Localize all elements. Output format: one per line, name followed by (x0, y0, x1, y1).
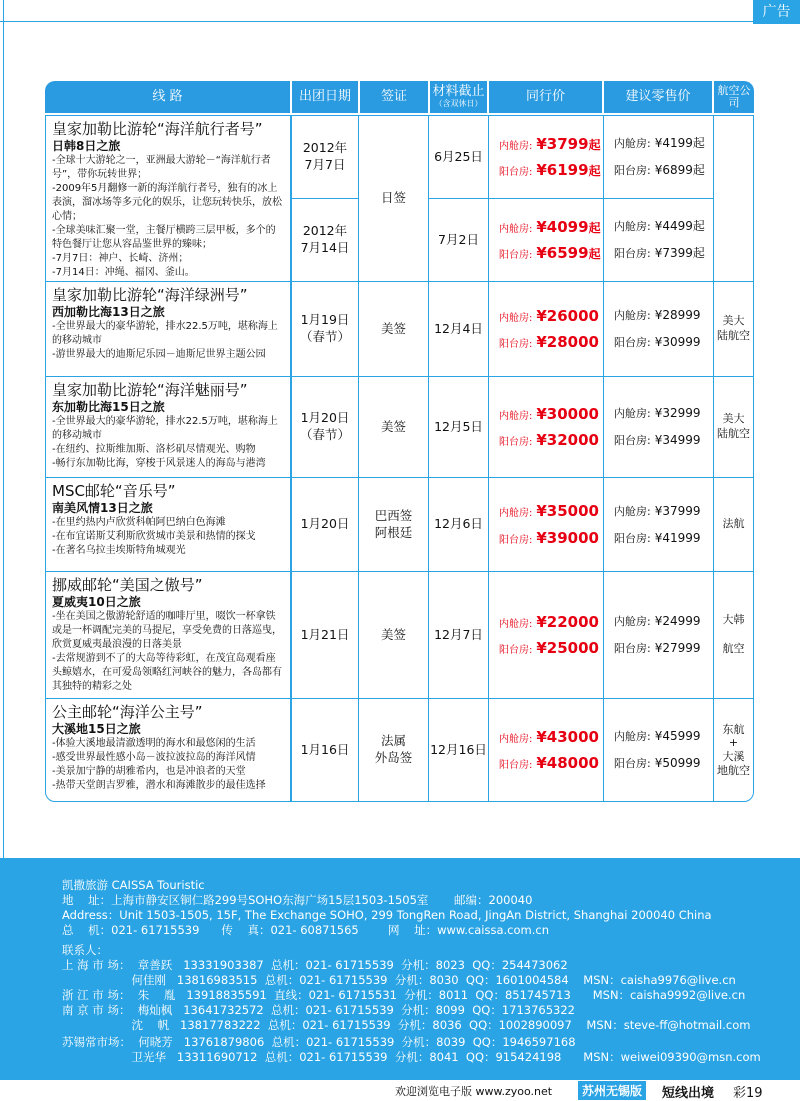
section-title: 短线出境 (662, 1086, 715, 1101)
header-deadline-sub: （含双休日） (434, 98, 483, 108)
header-deadline (430, 81, 487, 113)
price-value (536, 134, 600, 154)
balcony-label: 阳台房: (614, 531, 651, 545)
page-number: 彩19 (733, 1086, 763, 1101)
retail-balcony (614, 640, 701, 657)
price-suffix: 起 (588, 247, 601, 261)
retail-price-cell (603, 376, 714, 478)
retail-value: ¥6899起 (654, 163, 705, 177)
peer-inner (499, 134, 601, 154)
header-visa (360, 81, 428, 113)
price-value: ¥35000 (536, 502, 599, 521)
balcony-label: 阳台房: (499, 760, 533, 771)
peer-price-cell (488, 477, 604, 572)
contact-row: 南 京 市 场： 梅灿枫 13641732572 总机：021- 61715539 分机：8099 QQ：1713765322 (62, 1003, 575, 1017)
header-route (45, 81, 290, 113)
peer-balcony (499, 160, 601, 180)
peer-inner (499, 306, 599, 326)
retail-price-cell (603, 477, 714, 572)
peer-price-cell (488, 281, 604, 377)
contact-row: 卫光华 13311690712 总机：021- 61715539 分机：8041 QQ：915424198 MSN：weiwei09390@msn.com (62, 1050, 761, 1064)
retail-balcony (614, 432, 701, 449)
deadline-cell: 12月16日 (428, 698, 489, 802)
balcony-label: 阳台房: (614, 164, 651, 177)
date-cell: 1月20日 (291, 477, 359, 572)
price-value: ¥48000 (536, 754, 599, 772)
inner-label: 内舱房: (614, 220, 651, 234)
contacts-title: 联系人： (62, 943, 108, 957)
balcony-label: 阳台房: (499, 250, 533, 261)
visa-cell: 法属 外岛签 (358, 698, 429, 802)
price-value: ¥39000 (536, 528, 599, 547)
inner-label: 内舱房: (499, 733, 533, 745)
price-amount: ¥3799 (536, 134, 589, 153)
retail-value: ¥32999 (654, 406, 701, 421)
peer-price-cell (488, 115, 604, 199)
retail-value: ¥7399起 (654, 246, 705, 260)
inner-label: 内舱房: (614, 407, 651, 421)
route-subtitle: 东加勒比海15日之旅 (52, 399, 165, 414)
route-cell-5 (45, 698, 291, 802)
route-cell-3 (45, 477, 291, 572)
peer-balcony (499, 753, 599, 773)
header-retail-label: 建议零售价 (625, 88, 691, 104)
route-title: 皇家加勒比游轮“海洋魅丽号” (52, 381, 248, 399)
route-subtitle: 西加勒比海13日之旅 (52, 304, 165, 319)
inner-label: 内舱房: (499, 140, 533, 152)
route-description: -坐在美国之傲游轮舒适的咖啡厅里，啜饮一杯拿铁或是一杯调配完美的马提尼，享受免费的日落巡曳，欣赏夏威夷最浪漫的日落美景 -去常规游到不了的大岛等待彩虹，在茂宜岛观看座头鲸嬉水，在可爱岛领略红河峡谷的魅力，各岛都有其独特的精彩之处 (52, 611, 282, 693)
route-title: 公主邮轮“海洋公主号” (52, 703, 203, 721)
route-cell-2 (45, 376, 291, 478)
route-title: 皇家加勒比游轮“海洋绿洲号” (52, 286, 248, 304)
retail-value: ¥34999 (654, 433, 701, 447)
retail-inner (614, 307, 701, 324)
retail-inner (614, 135, 705, 152)
header-deadline-label: 材料截止 (432, 84, 485, 100)
retail-balcony (614, 755, 701, 772)
balcony-label: 阳台房: (499, 339, 533, 350)
price-suffix: 起 (588, 164, 601, 178)
retail-price-cell (603, 115, 714, 199)
peer-balcony (499, 332, 599, 352)
header-peer-label: 同行价 (525, 88, 565, 104)
header-airline-label: 航空公司 (717, 83, 751, 109)
visa-cell: 美签 (358, 571, 429, 699)
retail-value: ¥27999 (654, 641, 701, 655)
retail-value: ¥50999 (654, 756, 701, 770)
airline-cell: 东航 + 大溪 地航空 (713, 698, 754, 802)
contact-row: 何佳刚 13816983515 总机：021- 61715539 分机：8030 QQ：1601004584 MSN：caisha9976@live.cn (62, 973, 736, 987)
ad-tag: 广告 (753, 0, 800, 24)
route-description: -全球十大游轮之一，亚洲最大游轮－“海洋航行者号”，带你玩转世界； -2009年5月翻修一新的海洋航行者号，独有的冰上表演，溜冰场等多元化的娱乐，让您玩转快乐，放松心情； -全球美味汇聚一堂，主餐厅横跨三层甲板，多个的特色餐厅让您从容品鉴世界的臻味； -7月7日：神户、长崎、济州； -7月14日：冲绳、福冈、釜山。 (52, 155, 282, 279)
visa-cell: 美签 (358, 376, 429, 478)
phone-line: 总 机：021- 61715539 传 真：021- 60871565 网 址：www.caissa.com.cn (62, 923, 550, 937)
route-description: -全世界最大的豪华游轮，排水22.5万吨，堪称海上的移动城市 -在纽约、拉斯维加斯、洛杉矶尽情观光、购物 -畅行东加勒比海，穿梭于风景迷人的海岛与港湾 (52, 416, 278, 470)
retail-value: ¥4499起 (654, 219, 705, 234)
peer-inner (499, 217, 601, 237)
retail-price-cell (603, 698, 714, 802)
route-subtitle: 夏威夷10日之旅 (52, 594, 141, 609)
region-badge: 苏州无锡版 (578, 1081, 646, 1100)
visa-cell: 美签 (358, 281, 429, 377)
retail-value: ¥37999 (654, 503, 701, 518)
balcony-label: 阳台房: (614, 336, 651, 349)
deadline-cell: 6月25日 (428, 115, 489, 199)
header-retail-price (604, 81, 712, 113)
page-border-top (0, 21, 753, 22)
date-cell: 2012年 7月14日 (291, 198, 359, 282)
price-value: ¥22000 (536, 612, 599, 631)
contact-row: 沈 帆 13817783222 总机：021- 61715539 分机：8036 QQ：1002890097 MSN：steve-ff@hotmail.com (62, 1018, 751, 1032)
contact-row: 浙 江 市 场： 朱 胤 13918835591 直线：021- 61715531 分机：8011 QQ：851745713 MSN：caisha9992@live.cn (62, 988, 746, 1002)
date-cell: 2012年 7月7日 (291, 115, 359, 199)
price-amount: ¥4099 (536, 217, 589, 236)
inner-label: 内舱房: (614, 730, 651, 744)
price-value (536, 160, 600, 180)
bottom-bar (0, 1080, 800, 1100)
balcony-label: 阳台房: (614, 247, 651, 260)
price-value: ¥26000 (536, 306, 599, 325)
peer-price-cell (488, 198, 604, 282)
route-cell-1 (45, 281, 291, 377)
contact-row: 上 海 市 场： 章善跃 13331903387 总机：021- 61715539 分机：8023 QQ：254473062 (62, 958, 568, 972)
retail-value: ¥24999 (654, 614, 701, 629)
peer-price-cell (488, 698, 604, 802)
balcony-label: 阳台房: (499, 534, 533, 546)
route-cell-0 (45, 115, 291, 282)
retail-inner (614, 503, 701, 520)
price-value: ¥43000 (536, 727, 599, 746)
retail-balcony (614, 334, 701, 351)
contact-footer (0, 858, 800, 1080)
balcony-label: 阳台房: (614, 434, 651, 447)
route-title: 皇家加勒比游轮“海洋航行者号” (52, 120, 263, 138)
inner-label: 内舱房: (499, 618, 533, 630)
visa-cell: 巴西签 阿根廷 (358, 477, 429, 572)
retail-inner (614, 218, 705, 235)
deadline-cell: 12月7日 (428, 571, 489, 699)
price-suffix: 起 (588, 220, 601, 235)
retail-balcony (614, 162, 705, 179)
visa-cell: 日签 (358, 115, 429, 282)
inner-label: 内舱房: (614, 615, 651, 629)
retail-balcony (614, 530, 701, 547)
peer-balcony (499, 430, 599, 450)
airline-cell: 大韩 航空 (713, 571, 754, 699)
retail-value: ¥45999 (654, 729, 701, 744)
route-subtitle: 南美风情13日之旅 (52, 500, 153, 515)
peer-inner (499, 727, 599, 747)
company-name: 凯撒旅游 CAISSA Touristic (62, 878, 205, 892)
airline-cell: 美大 陆航空 (713, 376, 754, 478)
retail-price-cell (603, 571, 714, 699)
peer-inner (499, 501, 599, 521)
peer-price-cell (488, 376, 604, 478)
deadline-cell: 7月2日 (428, 198, 489, 282)
balcony-label: 阳台房: (614, 642, 651, 655)
route-title: 挪威邮轮“美国之傲号” (52, 576, 203, 594)
airline-cell: 法航 (713, 477, 754, 572)
peer-balcony (499, 243, 601, 263)
date-cell: 1月19日 （春节） (291, 281, 359, 377)
price-amount: ¥6599 (536, 244, 589, 262)
price-value: ¥30000 (536, 404, 599, 423)
airline-cell: 美大 陆航空 (713, 281, 754, 377)
date-cell: 1月16日 (291, 698, 359, 802)
retail-inner (614, 613, 701, 630)
price-value (536, 243, 600, 263)
inner-label: 内舱房: (614, 504, 651, 518)
route-description: -全世界最大的豪华游轮，排水22.5万吨，堪称海上的移动城市 -游世界最大的迪斯尼乐园－迪斯尼世界主题公园 (52, 321, 278, 361)
address-en: Address：Unit 1503-1505, 15F, The Exchange SOHO, 299 TongRen Road, JingAn District, Shanghai 200040 China (62, 908, 712, 922)
contact-row: 苏锡常市场： 何晓芳 13761879806 总机：021- 61715539 分机：8039 QQ：1946597168 (62, 1035, 576, 1049)
inner-label: 内舱房: (499, 312, 533, 324)
price-value: ¥32000 (536, 431, 599, 449)
route-description: -体验大溪地最清澈透明的海水和最悠闲的生活 -感受世界最性感小岛－波拉波拉岛的海洋风情 -美景加宁静的胡雅希内，也是冲浪者的天堂 -热带天堂朗吉罗雅，潜水和海滩散步的最佳选择 (52, 738, 266, 792)
route-cell-4 (45, 571, 291, 699)
header-airline (714, 81, 754, 113)
retail-balcony (614, 245, 705, 262)
route-subtitle: 大溪地15日之旅 (52, 721, 141, 736)
retail-value: ¥4199起 (654, 136, 705, 151)
retail-inner (614, 405, 701, 422)
balcony-label: 阳台房: (499, 437, 533, 448)
price-value (536, 217, 600, 237)
peer-balcony (499, 528, 599, 548)
balcony-label: 阳台房: (614, 757, 651, 770)
inner-label: 内舱房: (614, 309, 651, 323)
inner-label: 内舱房: (499, 223, 533, 235)
peer-inner (499, 404, 599, 424)
retail-price-cell (603, 198, 714, 282)
cruise-table (45, 81, 754, 802)
retail-inner (614, 728, 701, 745)
peer-price-cell (488, 571, 604, 699)
inner-label: 内舱房: (499, 508, 533, 520)
route-subtitle: 日韩8日之旅 (52, 138, 121, 153)
route-title: MSC邮轮“音乐号” (52, 482, 176, 500)
header-peer-price (489, 81, 602, 113)
price-value: ¥28000 (536, 333, 599, 351)
header-visa-label: 签证 (380, 88, 407, 104)
date-cell: 1月20日 （春节） (291, 376, 359, 478)
deadline-cell: 12月5日 (428, 376, 489, 478)
price-suffix: 起 (588, 137, 601, 152)
peer-inner (499, 612, 599, 632)
peer-balcony (499, 638, 599, 658)
retail-price-cell (603, 281, 714, 377)
inner-label: 内舱房: (499, 410, 533, 422)
airline-cell (713, 115, 754, 282)
address-cn: 地 址：上海市静安区铜仁路299号SOHO东海广场15层1503-1505室 邮编：200040 (62, 893, 533, 907)
balcony-label: 阳台房: (499, 645, 533, 656)
retail-value: ¥28999 (654, 308, 701, 323)
retail-value: ¥30999 (654, 335, 701, 349)
site-link[interactable]: 欢迎浏览电子版 www.zyoo.net (395, 1085, 553, 1098)
page-border-left (0, 0, 4, 858)
retail-value: ¥41999 (654, 530, 701, 545)
inner-label: 内舱房: (614, 137, 651, 151)
header-route-label: 线 路 (152, 88, 183, 104)
header-date-label: 出团日期 (298, 88, 351, 104)
price-value: ¥25000 (536, 639, 599, 657)
route-description: -在里约热内卢欣赏科帕阿巴纳白色海滩 -在布宜诺斯艾利斯欣赏城市美景和热情的探戈 -在著名乌拉圭埃斯特角城观光 (52, 517, 256, 557)
deadline-cell: 12月4日 (428, 281, 489, 377)
balcony-label: 阳台房: (499, 167, 533, 178)
deadline-cell: 12月6日 (428, 477, 489, 572)
date-cell: 1月21日 (291, 571, 359, 699)
price-amount: ¥6199 (536, 161, 589, 179)
header-date (292, 81, 358, 113)
